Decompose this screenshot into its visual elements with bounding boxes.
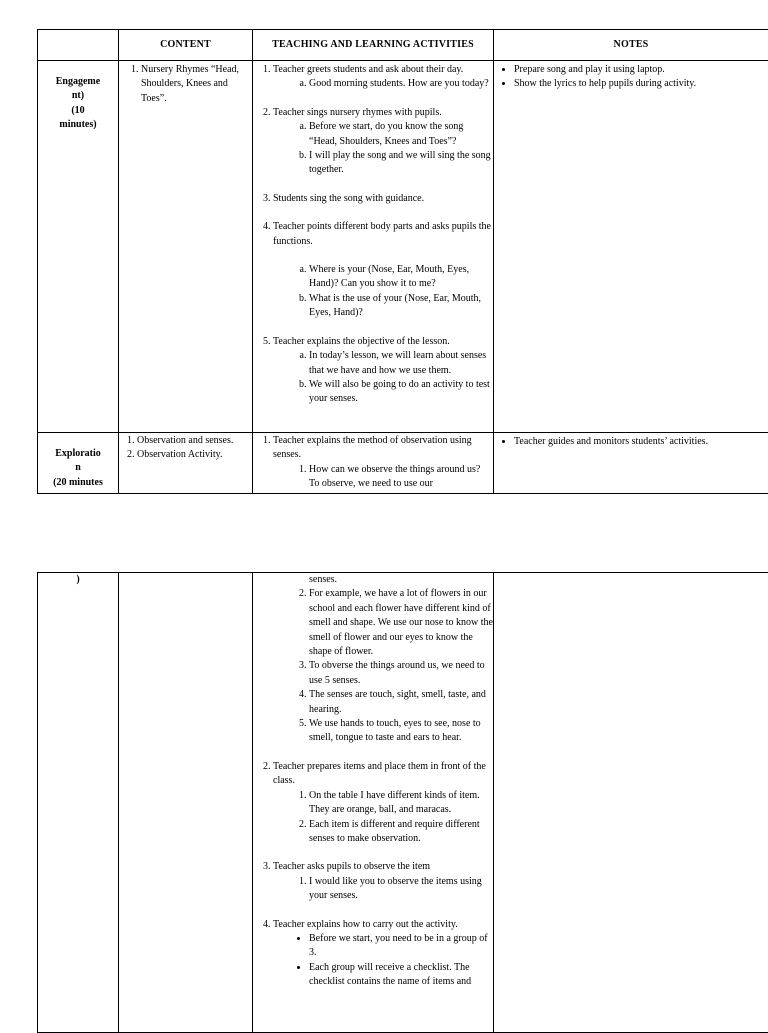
stage-exploration-continued (38, 573, 119, 1033)
table-row-exploration-continued (38, 573, 768, 1033)
list-item: 2. Observation Activity. (137, 448, 252, 462)
activity-text: Teacher explains the method of observation using senses. (273, 435, 472, 460)
notes-list (494, 435, 768, 449)
list-item: b. I will play the song and we will sing the song together. (309, 149, 493, 178)
list-item: • Show the lyrics to help pupils during activity. (514, 77, 768, 91)
notes-exploration-continued (494, 573, 768, 1033)
content-list (119, 63, 252, 106)
sub-list (273, 789, 493, 847)
sub-list (273, 120, 493, 178)
list-item: 3. To obverse the things around us, we need to use 5 senses. (309, 659, 493, 688)
list-item: a. Before we start, do you know the song “Head, Shoulders, Knees and Toes”? (309, 120, 493, 149)
list-item: 2. Each item is different and require different senses to make observation. (309, 818, 493, 847)
list-item: b. We will also be going to do an activity to test your senses. (309, 378, 493, 407)
document-page-2 (0, 510, 768, 1024)
content-exploration-continued (119, 573, 253, 1033)
sub-list (273, 349, 493, 407)
list-item: 5. We use hands to touch, eyes to see, nose to smell, tongue to taste and ears to hear. (309, 717, 493, 746)
list-item: • Before we start, you need to be in a group of 3. (309, 932, 493, 961)
sub-list (273, 875, 493, 904)
list-item (273, 106, 493, 178)
stage-text-line: n (38, 461, 118, 475)
list-item: 4. The senses are touch, sight, smell, taste, and hearing. (309, 688, 493, 717)
header-stage-cell (38, 30, 119, 61)
content-exploration (119, 433, 253, 494)
list-item: a. Where is your (Nose, Ear, Mouth, Eyes, Hand)? Can you show it to me? (309, 263, 493, 292)
lesson-plan-table (37, 29, 768, 494)
notes-engagement (494, 61, 768, 433)
list-item (273, 918, 493, 990)
stage-text-line: Exploratio (38, 447, 118, 461)
activities-list (253, 63, 493, 407)
sub-list (253, 587, 493, 745)
content-engagement (119, 61, 253, 433)
activity-text: Teacher explains the objective of the lesson. (273, 336, 450, 347)
stage-text-line: (20 minutes (38, 476, 118, 490)
stage-text-line: ) (38, 573, 118, 587)
list-item: • Teacher guides and monitors students’ activities. (514, 435, 768, 449)
list-item: 1. How can we observe the things around us? To observe, we need to use our (309, 463, 493, 492)
table-header-row (38, 30, 768, 61)
table-row-engagement (38, 61, 768, 433)
content-list (119, 434, 252, 463)
header-activities: TEACHING AND LEARNING ACTIVITIES (253, 30, 494, 61)
stage-exploration (38, 433, 119, 494)
list-item: • Each group will receive a checklist. The checklist contains the name of items and (309, 961, 493, 990)
stage-engagement (38, 61, 119, 433)
sub-list (273, 77, 493, 91)
activities-list (253, 434, 493, 492)
activity-text: Teacher prepares items and place them in front of the class. (273, 761, 486, 786)
list-item (273, 63, 493, 92)
activities-exploration (253, 433, 494, 494)
activity-text: Teacher sings nursery rhymes with pupils. (273, 107, 442, 118)
activities-exploration-continued (253, 573, 494, 1033)
stage-text-line: nt) (38, 89, 118, 103)
list-item: 1. Observation and senses. (137, 434, 252, 448)
table-row-exploration (38, 433, 768, 494)
list-item: 1. I would like you to observe the items using your senses. (309, 875, 493, 904)
activities-engagement (253, 61, 494, 433)
list-item: 1. On the table I have different kinds of item. They are orange, ball, and maracas. (309, 789, 493, 818)
list-item (273, 434, 493, 492)
header-content: CONTENT (119, 30, 253, 61)
stage-text-line: minutes) (38, 118, 118, 132)
list-item: 2. For example, we have a lot of flowers in our school and each flower have different kind of smell and shape. We use our nose to know the smell of flower and our eyes to know the shape of flower. (309, 587, 493, 659)
list-item (273, 220, 493, 320)
list-item (273, 860, 493, 903)
list-item (273, 335, 493, 407)
activity-text: Teacher explains how to carry out the activity. (273, 919, 458, 930)
header-notes: NOTES (494, 30, 768, 61)
stage-text-line: (10 (38, 104, 118, 118)
list-item: a. Good morning students. How are you today? (309, 77, 493, 91)
notes-list (494, 63, 768, 92)
list-item: 3. Students sing the song with guidance. (273, 192, 493, 206)
list-item (273, 760, 493, 846)
list-item: 1. Nursery Rhymes “Head, Shoulders, Knees and Toes”. (141, 63, 252, 106)
lesson-plan-table-continued (37, 572, 768, 1033)
activities-list (253, 760, 493, 990)
activity-text: Teacher asks pupils to observe the item (273, 861, 430, 872)
notes-exploration (494, 433, 768, 494)
list-item: a. In today’s lesson, we will learn about senses that we have and how we use them. (309, 349, 493, 378)
sub-list (273, 932, 493, 990)
activity-text: Teacher points different body parts and asks pupils the functions. (273, 221, 491, 246)
activity-text: Teacher greets students and ask about their day. (273, 64, 463, 75)
sub-list (273, 263, 493, 321)
continued-text: senses. (253, 573, 493, 587)
stage-text-line: Engageme (38, 75, 118, 89)
list-item: • Prepare song and play it using laptop. (514, 63, 768, 77)
list-item: b. What is the use of your (Nose, Ear, Mouth, Eyes, Hand)? (309, 292, 493, 321)
sub-list (273, 463, 493, 492)
document-page-1 (0, 0, 768, 510)
